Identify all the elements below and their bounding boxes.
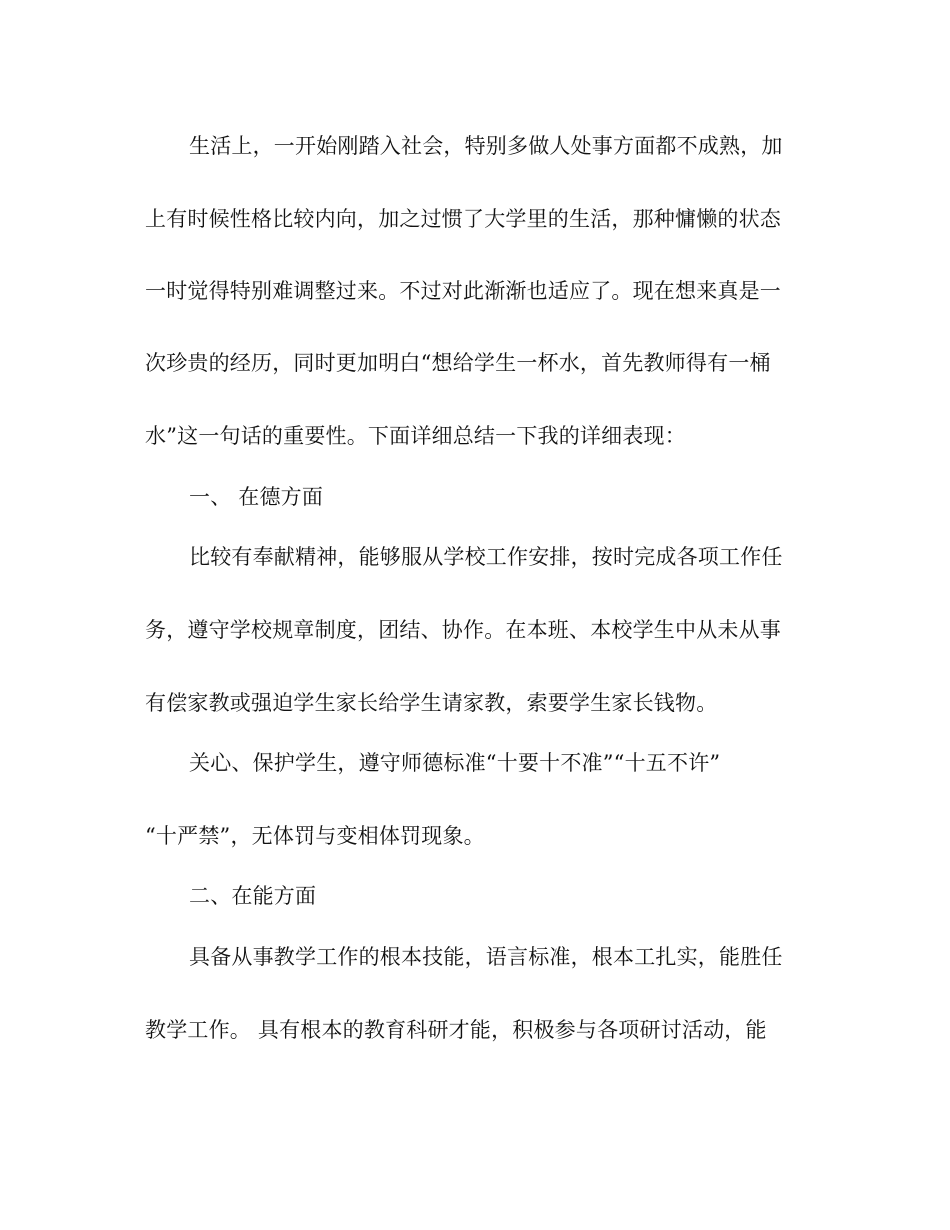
paragraph-line: “十严禁”，无体罚与变相体罚现象。	[145, 824, 485, 848]
section-heading: 二、在能方面	[189, 884, 317, 908]
paragraph-line: 有偿家教或强迫学生家长给学生请家教，索要学生家长钱物。	[145, 691, 718, 715]
section-heading: 一、 在德方面	[189, 485, 324, 509]
paragraph-line: 生活上，一开始刚踏入社会，特别多做人处事方面都不成熟，加	[189, 134, 783, 158]
paragraph-line: 水”这一句话的重要性。下面详细总结一下我的详细表现：	[145, 424, 686, 448]
paragraph-line: 具备从事教学工作的根本技能，语言标准，根本工扎实，能胜任	[189, 945, 783, 969]
paragraph-line: 一时觉得特别难调整过来。不过对此渐渐也适应了。现在想来真是一	[145, 279, 781, 303]
paragraph-line: 教学工作。 具有根本的教育科研才能，积极参与各项研讨活动，能	[145, 1018, 767, 1042]
paragraph-line: 上有时候性格比较内向，加之过惯了大学里的生活，那种慵懒的状态	[145, 207, 781, 231]
paragraph-line: 次珍贵的经历，同时更加明白“想给学生一杯水，首先教师得有一桶	[145, 351, 771, 375]
paragraph-line: 务，遵守学校规章制度，团结、协作。在本班、本校学生中从未从事	[145, 618, 781, 642]
paragraph-line: 关心、保护学生，遵守师德标准“十要十不准”“十五不许”	[189, 751, 721, 775]
paragraph-line: 比较有奉献精神，能够服从学校工作安排，按时完成各项工作任	[189, 545, 783, 569]
